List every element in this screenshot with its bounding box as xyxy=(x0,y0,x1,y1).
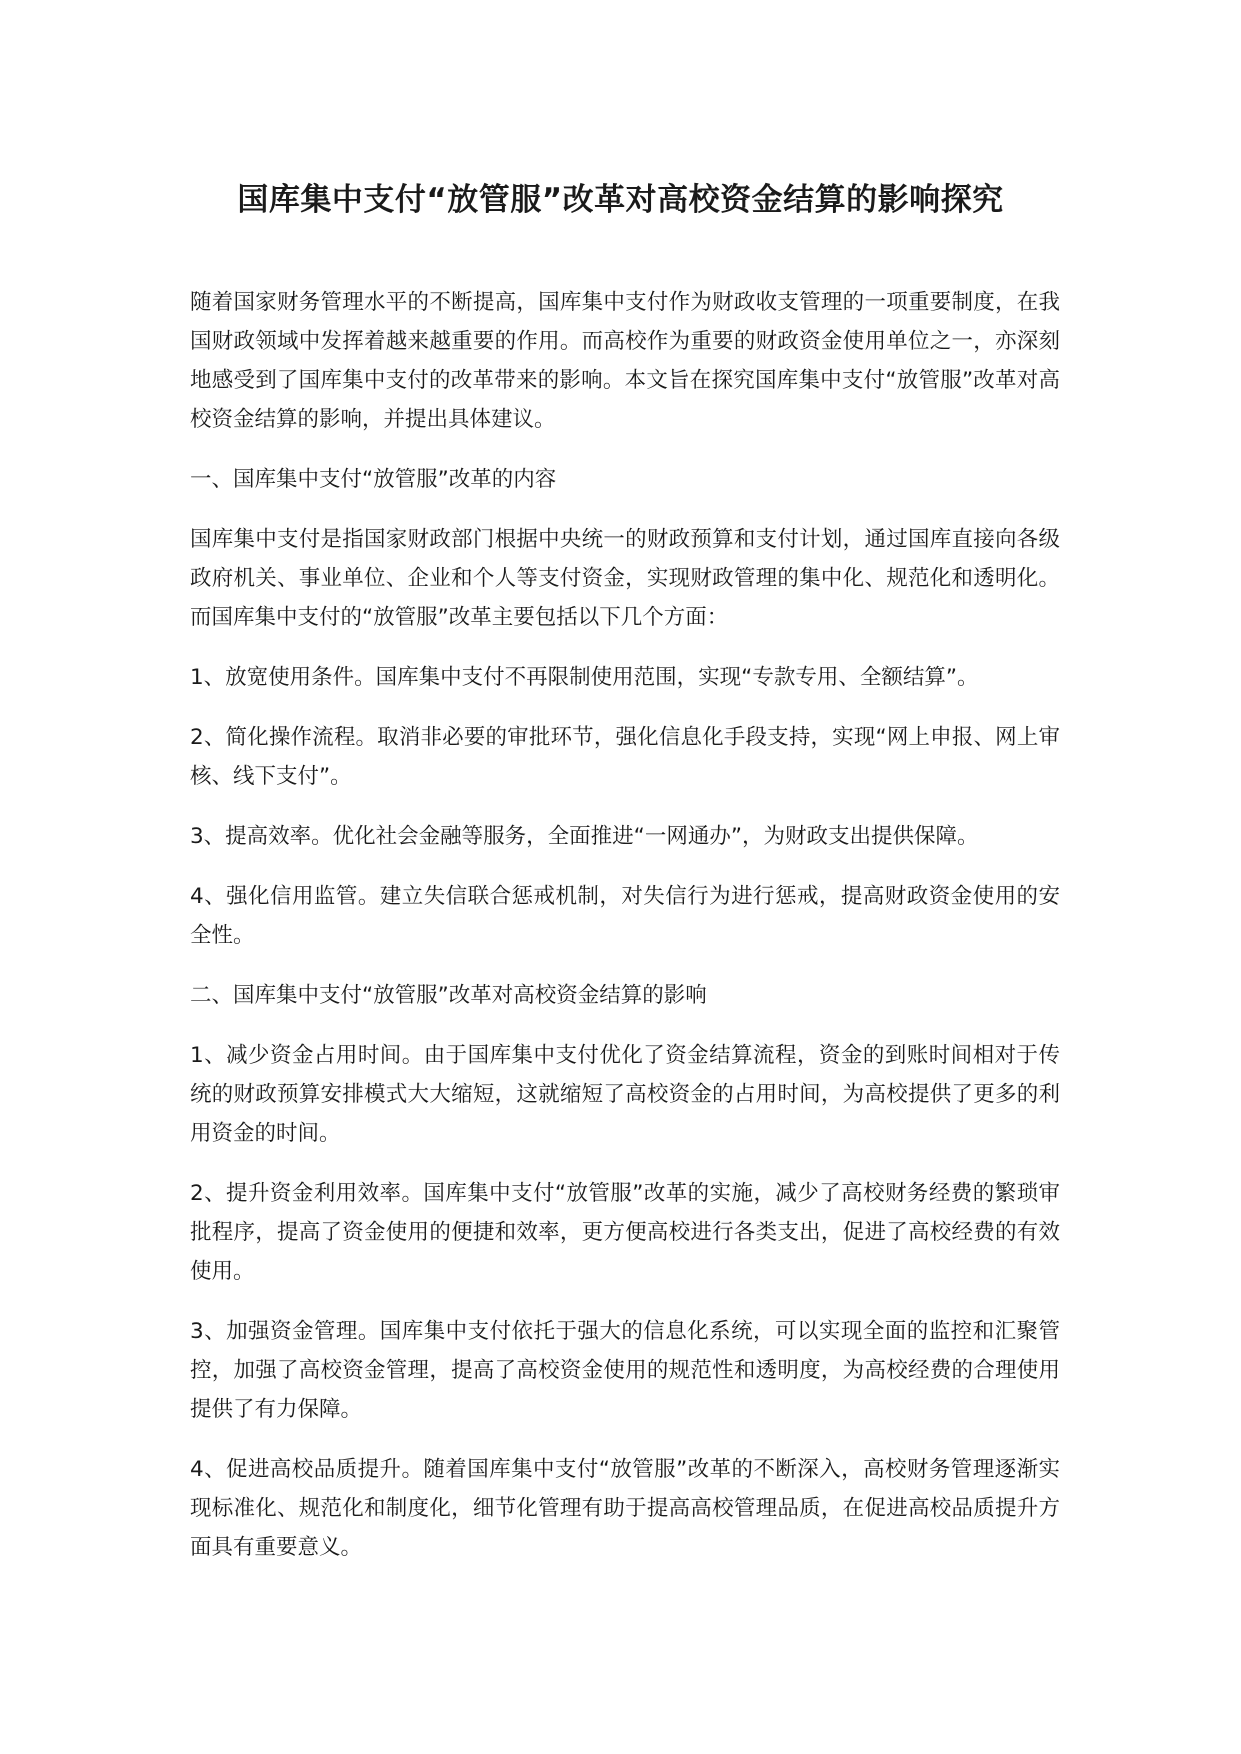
section-1-heading: 一、国库集中支付“放管服”改革的内容 xyxy=(190,467,557,492)
section-2-item: 2、提升资金利用效率。国库集中支付“放管服”改革的实施，减少了高校财务经费的繁琐审批程序，提高了资金使用的便捷和效率，更方便高校进行各类支出，促进了高校经费的有效使用。 xyxy=(190,1181,1060,1284)
section-1-item: 4、强化信用监管。建立失信联合惩戒机制，对失信行为进行惩戒，提高财政资金使用的安全性。 xyxy=(190,884,1060,948)
intro-paragraph: 随着国家财务管理水平的不断提高，国库集中支付作为财政收支管理的一项重要制度，在我国财政领域中发挥着越来越重要的作用。而高校作为重要的财政资金使用单位之一，亦深刻地感受到了国库集中支付的改革带来的影响。本文旨在探究国库集中支付“放管服”改革对高校资金结算的影响，并提出具体建议。 xyxy=(190,290,1060,432)
section-2-item: 1、减少资金占用时间。由于国库集中支付优化了资金结算流程，资金的到账时间相对于传统的财政预算安排模式大大缩短，这就缩短了高校资金的占用时间，为高校提供了更多的利用资金的时间。 xyxy=(190,1043,1060,1146)
section-1-intro: 国库集中支付是指国家财政部门根据中央统一的财政预算和支付计划，通过国库直接向各级政府机关、事业单位、企业和个人等支付资金，实现财政管理的集中化、规范化和透明化。而国库集中支付的“放管服”改革主要包括以下几个方面： xyxy=(190,527,1060,630)
section-1-item: 2、简化操作流程。取消非必要的审批环节，强化信息化手段支持，实现“网上申报、网上审核、线下支付”。 xyxy=(190,725,1060,789)
section-2-item: 4、促进高校品质提升。随着国库集中支付“放管服”改革的不断深入，高校财务管理逐渐实现标准化、规范化和制度化，细节化管理有助于提高高校管理品质，在促进高校品质提升方面具有重要意义。 xyxy=(190,1457,1060,1560)
document-title: 国库集中支付“放管服”改革对高校资金结算的影响探究 xyxy=(237,182,1004,218)
section-1-item: 3、提高效率。优化社会金融等服务，全面推进“一网通办”，为财政支出提供保障。 xyxy=(190,824,979,849)
section-2-heading: 二、国库集中支付“放管服”改革对高校资金结算的影响 xyxy=(190,983,707,1008)
section-1-item: 1、放宽使用条件。国库集中支付不再限制使用范围，实现“专款专用、全额结算”。 xyxy=(190,665,979,690)
section-2-item: 3、加强资金管理。国库集中支付依托于强大的信息化系统，可以实现全面的监控和汇聚管控，加强了高校资金管理，提高了高校资金使用的规范性和透明度，为高校经费的合理使用提供了有力保障。 xyxy=(190,1319,1060,1422)
document-body xyxy=(190,283,1060,1588)
